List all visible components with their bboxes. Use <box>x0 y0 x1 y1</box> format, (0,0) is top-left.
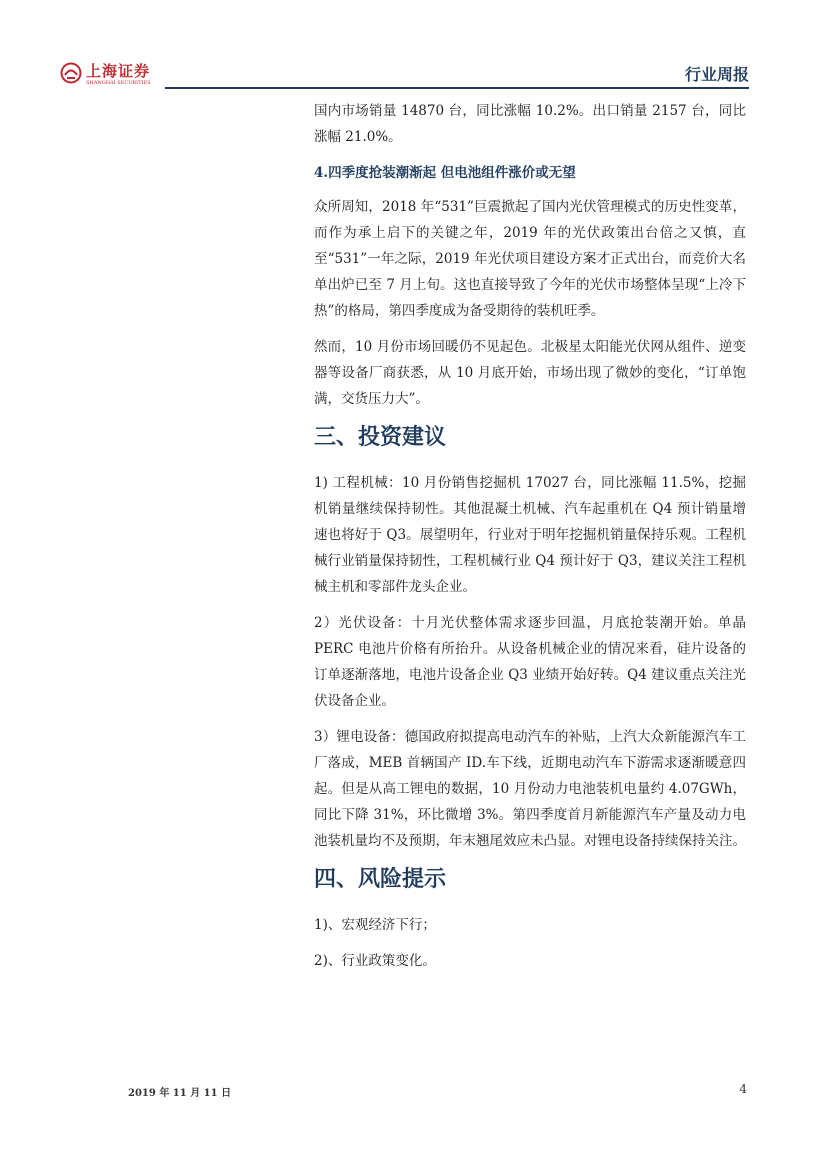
logo-name: 上海证券 <box>86 62 151 80</box>
logo-subtitle: SHANGHAI SECURITIES <box>86 80 151 86</box>
company-logo <box>60 60 170 90</box>
logo-emblem-icon <box>60 62 82 84</box>
section-title-investment: 三、投资建议 <box>314 425 447 450</box>
page-number: 4 <box>739 1082 747 1096</box>
paragraph-october-market: 然而，10 月份市场回暖仍不见起色。北极星太阳能光伏网从组件、逆变器等设备厂商获悉，从 10 月底开始，市场出现了微妙的变化，“订单饱满，交货压力大”。 <box>314 339 746 407</box>
main-content <box>314 98 746 984</box>
footer-date: 2019 年 11 月 11 日 <box>128 1088 232 1099</box>
paragraph-pv-equipment: 2）光伏设备：十月光伏整体需求逐步回温，月底抢装潮开始。单晶 PERC 电池片价格有所抬升。从设备机械企业的情况来看，硅片设备的订单逐渐落地，电池片设备企业 Q3 业绩开始好转。Q4 建议重点关注光伏设备企业。 <box>314 615 746 709</box>
section-title-risk: 四、风险提示 <box>314 867 447 892</box>
paragraph-531-policy: 众所周知，2018 年“531”巨震掀起了国内光伏管理模式的历史性变革，而作为承上启下的关键之年，2019 年的光伏政策出台倍之又慎，直至“531”一年之际，2019 年光伏项目建设方案才正式出台，而竞价大名单出炉已至 7 月上旬。这也直接导致了今年的光伏市场整体呈现“上冷下热”的格局，第四季度成为备受期待的装机旺季。 <box>314 199 746 319</box>
paragraph-lithium-equipment: 3）锂电设备：德国政府拟提高电动汽车的补贴，上汽大众新能源汽车工厂落成，MEB 首辆国产 ID.车下线，近期电动汽车下游需求逐渐暖意四起。但是从高工锂电的数据，10 月份动力电池装机电量约 4.07GWh，同比下降 31%，环比微增 3%。第四季度首月新能源汽车产量及动力电池装机量均不及预期，年末翘尾效应未凸显。对锂电设备持续保持关注。 <box>314 729 746 849</box>
risk-item-1: 1)、宏观经济下行； <box>314 917 436 933</box>
header-divider <box>165 87 749 89</box>
risk-item-2: 2)、行业政策变化。 <box>314 953 436 969</box>
paragraph-construction-machinery: 1) 工程机械：10 月份销售挖掘机 17027 台，同比涨幅 11.5%，挖掘机销量继续保持韧性。其他混凝土机械、汽车起重机在 Q4 预计销量增速也将好于 Q3。展望明年，行业对于明年挖掘机销量保持乐观。工程机械行业销量保持韧性，工程机械行业 Q4 预计好于 Q3，建议关注工程机械主机和零部件龙头企业。 <box>314 475 746 595</box>
subsection-heading-4: 4.四季度抢装潮渐起 但电池组件涨价或无望 <box>314 165 576 181</box>
paragraph-domestic-sales: 国内市场销量 14870 台，同比涨幅 10.2%。出口销量 2157 台，同比涨幅 21.0%。 <box>314 103 746 145</box>
report-type: 行业周报 <box>684 65 749 84</box>
page-header <box>0 0 827 92</box>
